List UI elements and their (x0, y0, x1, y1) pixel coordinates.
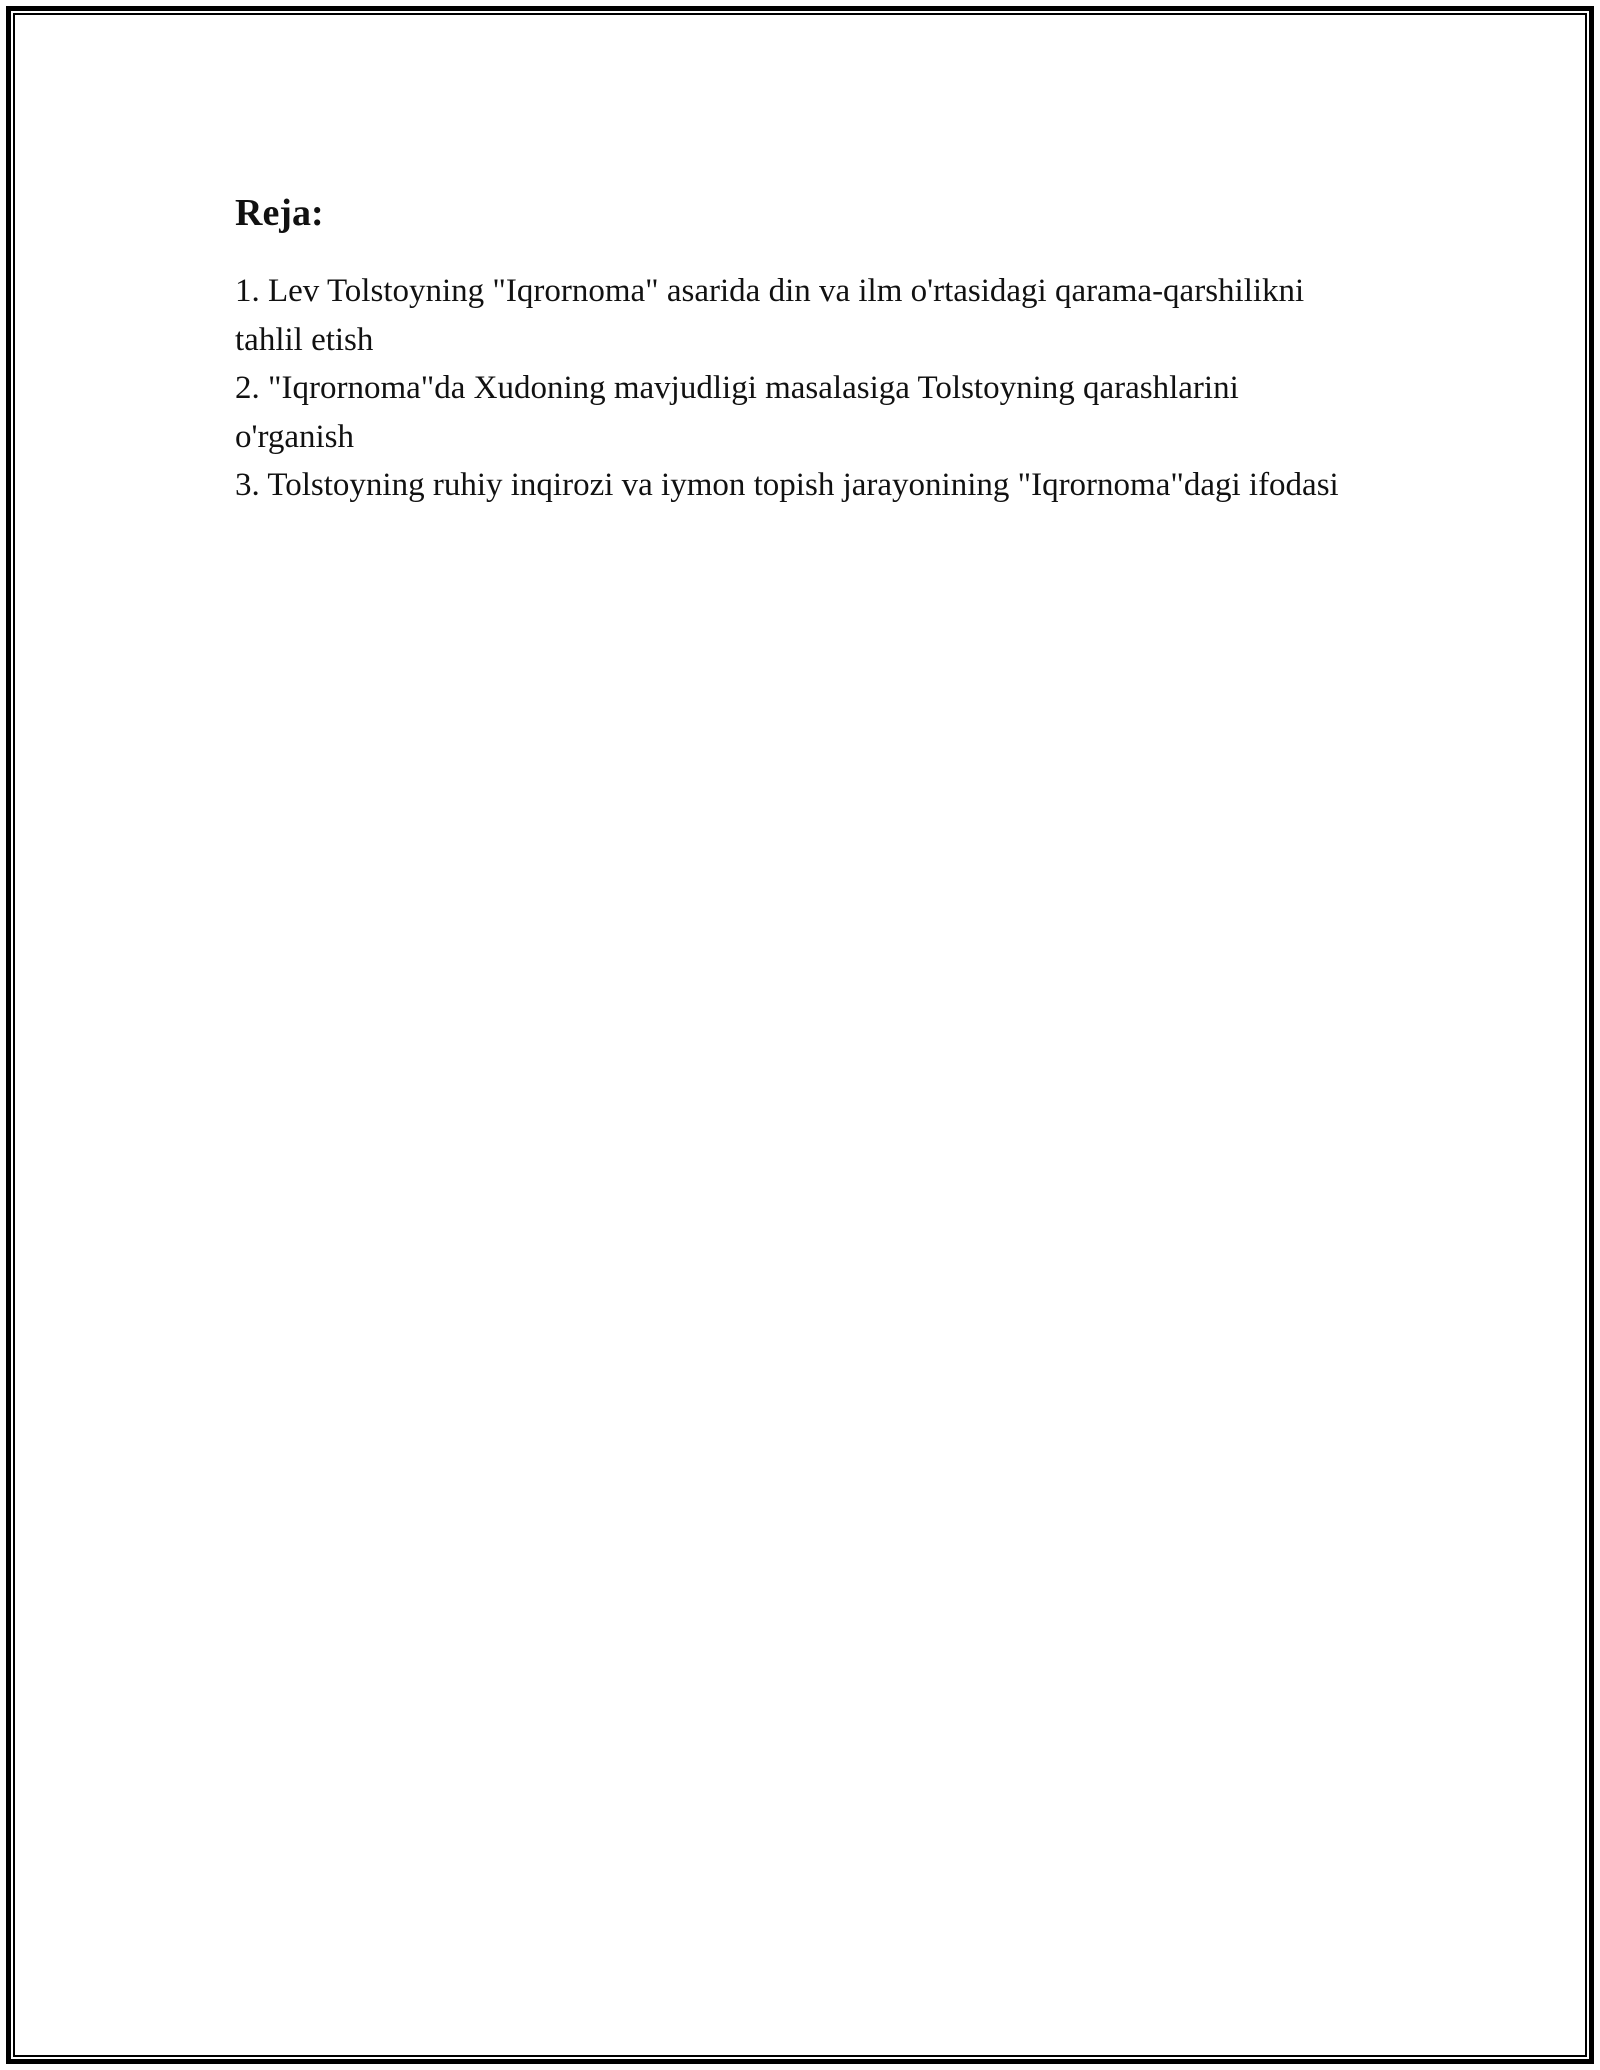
plan-item-1: 1. Lev Tolstoyning "Iqrornoma" asarida din va ilm o'rtasidagi qarama-qarshilikni tahlil etish (235, 273, 1305, 358)
document-body (235, 185, 1365, 510)
plan-heading: Reja: (235, 192, 324, 234)
plan-item-2: 2. "Iqrornoma"da Xudoning mavjudligi masalasiga Tolstoyning qarashlarini o'rganish (235, 370, 1239, 455)
plan-item-3: 3. Tolstoyning ruhiy inqirozi va iymon topish jarayonining "Iqrornoma"dagi ifodasi (235, 467, 1339, 503)
plan-list (235, 267, 1365, 510)
